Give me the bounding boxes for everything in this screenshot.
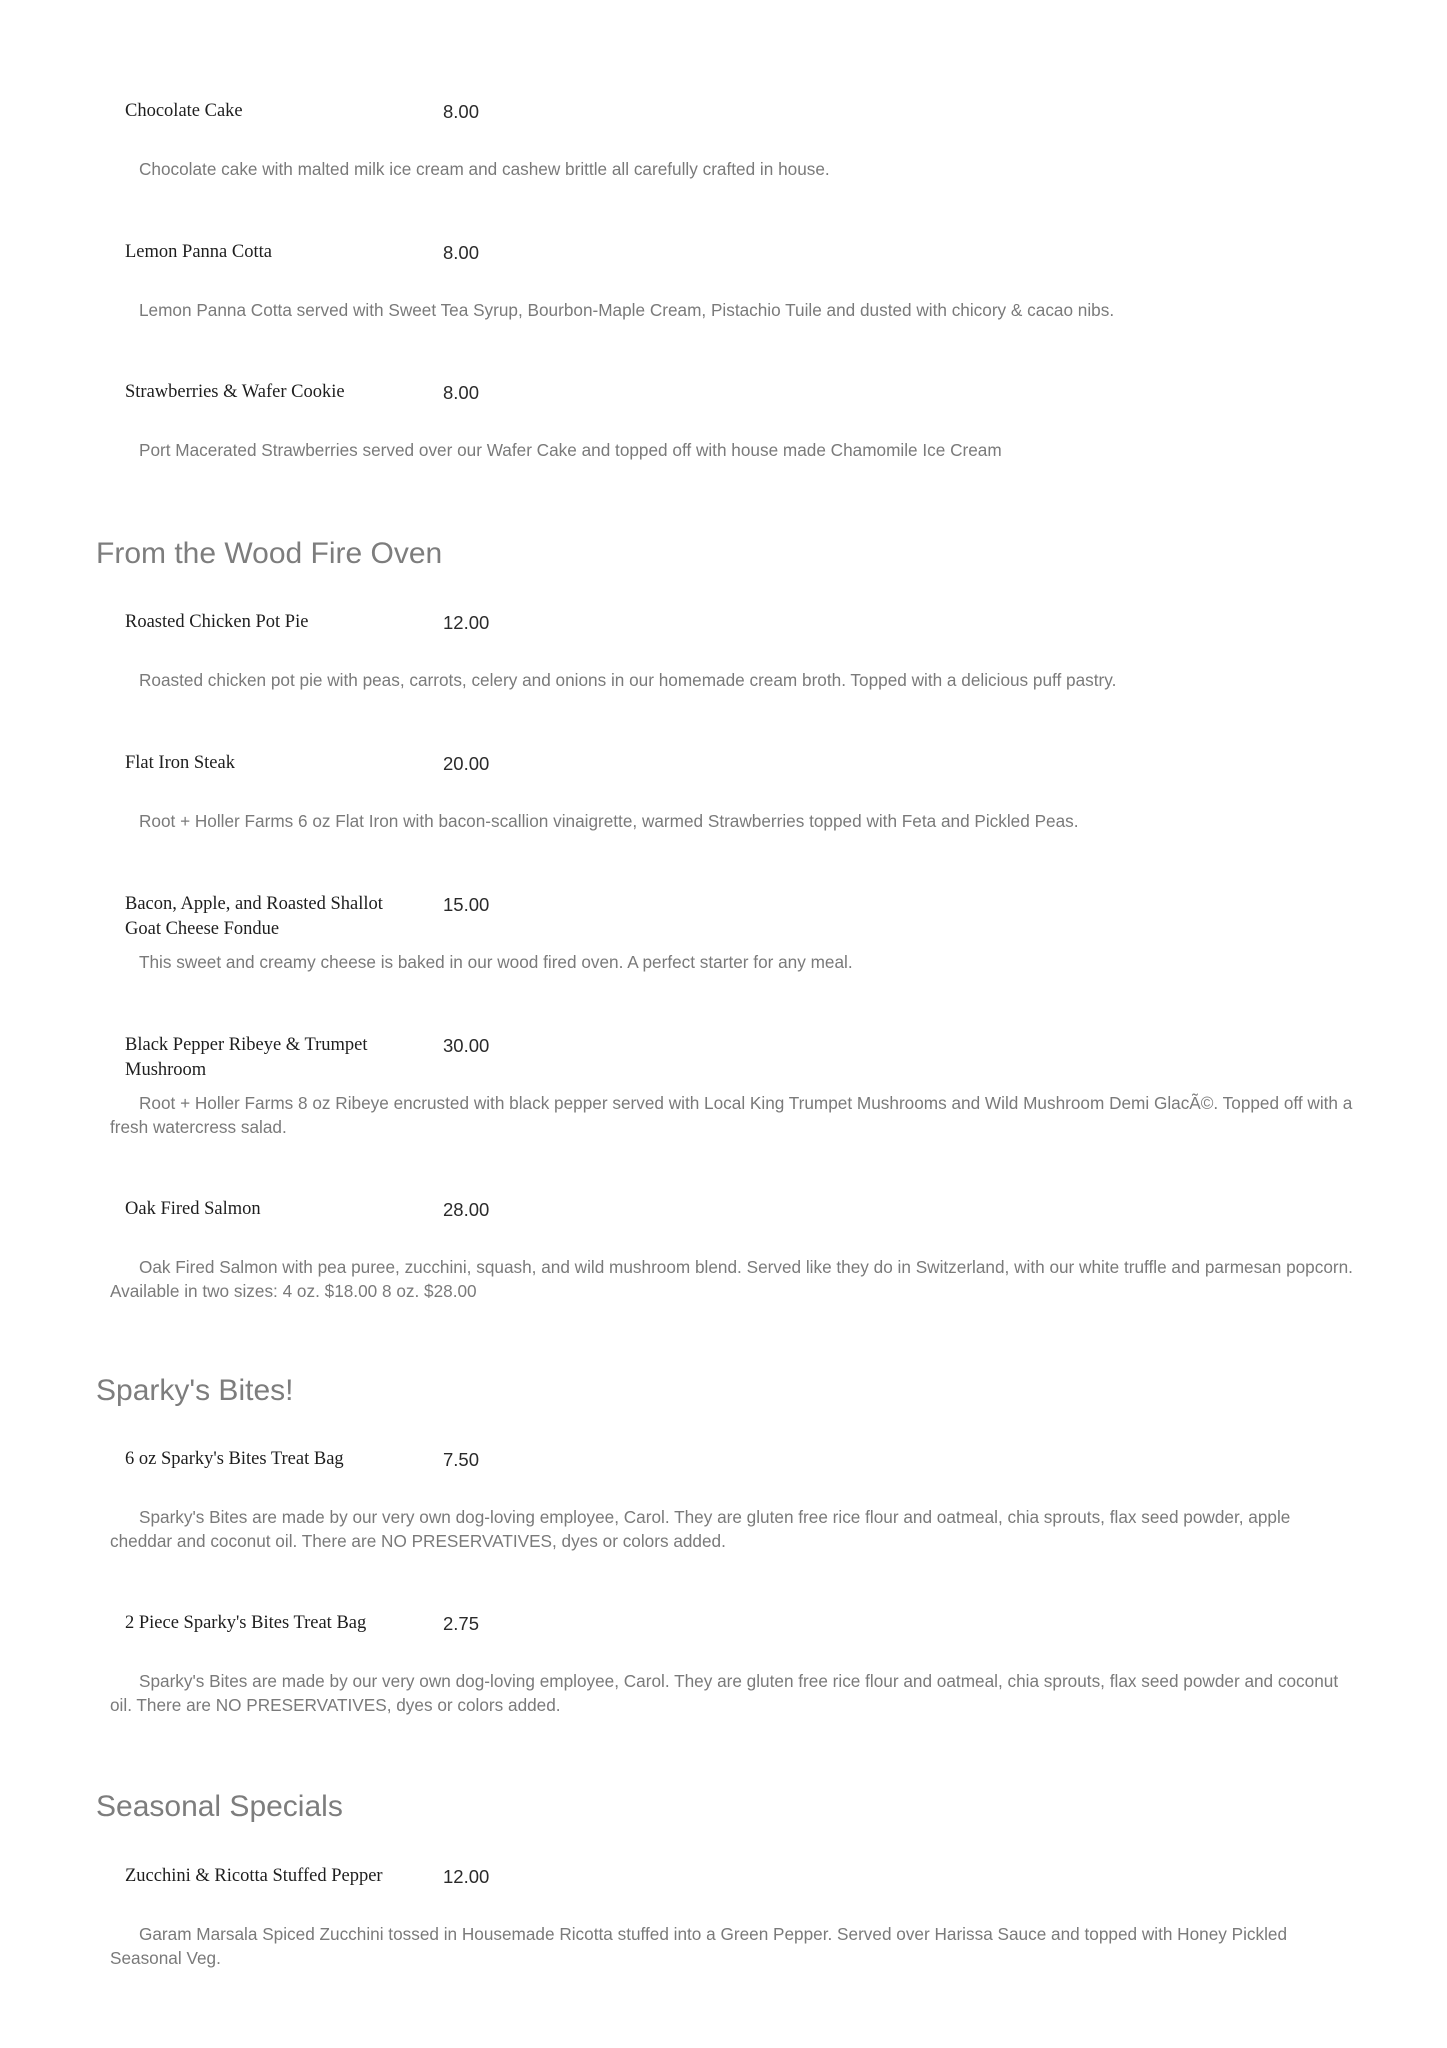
menu-item-price: 15.00 — [443, 894, 490, 915]
menu-item-name: Bacon, Apple, and Roasted Shallot Goat Cheese Fondue — [125, 894, 383, 939]
menu-item-description: Lemon Panna Cotta served with Sweet Tea Syrup, Bourbon-Maple Cream, Pistachio Tuile and dusted with chicory & cacao nibs. — [139, 300, 1115, 320]
menu-item-description: Oak Fired Salmon with pea puree, zucchini, squash, and wild mushroom blend. Served like they do in Switzerland, with our white truffle and parmesan popcorn. Available in two sizes: 4 oz. $18.00 8 oz. $28.00 — [110, 1257, 1353, 1301]
menu-item-price: 28.00 — [443, 1199, 490, 1220]
menu-item-name: Chocolate Cake — [125, 101, 243, 121]
menu-item-description: Port Macerated Strawberries served over our Wafer Cake and topped off with house made Chamomile Ice Cream — [139, 440, 1002, 460]
menu-item-name: Black Pepper Ribeye & Trumpet Mushroom — [125, 1035, 368, 1080]
menu-item-description: Root + Holler Farms 6 oz Flat Iron with bacon-scallion vinaigrette, warmed Strawberries topped with Feta and Pickled Peas. — [139, 811, 1079, 831]
menu-item-name: 2 Piece Sparky's Bites Treat Bag — [125, 1613, 367, 1633]
menu-item-price: 8.00 — [443, 382, 480, 403]
menu-item-price: 20.00 — [443, 753, 490, 774]
section-heading-seasonal-specials: Seasonal Specials — [96, 1790, 343, 1823]
menu-item-name: Flat Iron Steak — [125, 753, 235, 773]
menu-item-price: 30.00 — [443, 1035, 490, 1056]
menu-item-description: Root + Holler Farms 8 oz Ribeye encrusted with black pepper served with Local King Trumpet Mushrooms and Wild Mushroom Demi GlacÃ©. Topped off with a fresh watercress salad. — [110, 1093, 1353, 1137]
menu-item-description: Chocolate cake with malted milk ice cream and cashew brittle all carefully crafted in house. — [139, 159, 830, 179]
section-heading-wood-fire: From the Wood Fire Oven — [96, 537, 443, 570]
menu-item-name: Roasted Chicken Pot Pie — [125, 612, 309, 632]
menu-item-name: Oak Fired Salmon — [125, 1199, 261, 1219]
menu-item-description: Sparky's Bites are made by our very own dog-loving employee, Carol. They are gluten free rice flour and oatmeal, chia sprouts, flax seed powder and coconut oil. There are NO PRESERVATIVES, dyes or colors added. — [110, 1671, 1339, 1715]
menu-item-description: Roasted chicken pot pie with peas, carrots, celery and onions in our homemade cream broth. Topped with a delicious puff pastry. — [139, 670, 1117, 690]
menu-item-price: 8.00 — [443, 101, 480, 122]
menu-item-price: 7.50 — [443, 1449, 480, 1470]
menu-item-name: Zucchini & Ricotta Stuffed Pepper — [125, 1866, 383, 1886]
menu-item-name: 6 oz Sparky's Bites Treat Bag — [125, 1449, 344, 1469]
menu-item-price: 8.00 — [443, 242, 480, 263]
menu-item-description: Garam Marsala Spiced Zucchini tossed in Housemade Ricotta stuffed into a Green Pepper. Served over Harissa Sauce and topped with Honey Pickled Seasonal Veg. — [110, 1924, 1288, 1968]
menu-item-name: Lemon Panna Cotta — [125, 242, 272, 262]
menu-item-price: 12.00 — [443, 1866, 490, 1887]
menu-item-price: 12.00 — [443, 612, 490, 633]
section-heading-sparkys-bites: Sparky's Bites! — [96, 1374, 294, 1407]
menu-item-name: Strawberries & Wafer Cookie — [125, 382, 345, 402]
menu-item-description: This sweet and creamy cheese is baked in our wood fired oven. A perfect starter for any meal. — [139, 952, 853, 972]
menu-item-price: 2.75 — [443, 1613, 480, 1634]
menu-item-description: Sparky's Bites are made by our very own dog-loving employee, Carol. They are gluten free rice flour and oatmeal, chia sprouts, flax seed powder, apple cheddar and coconut oil. There are NO PRESERVATIVES, dyes or colors added. — [110, 1507, 1291, 1551]
